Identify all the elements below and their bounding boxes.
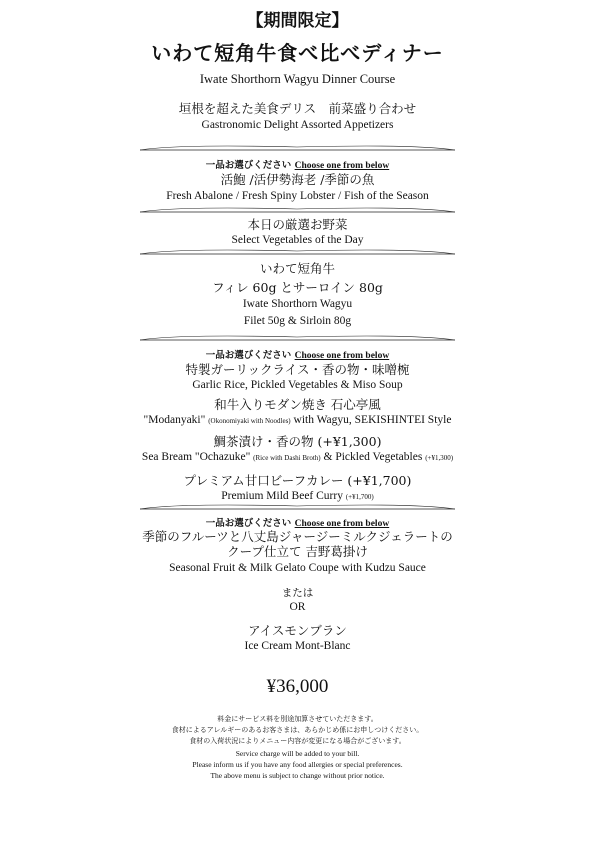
wagyu-jp: いわて短角牛	[259, 261, 335, 276]
beef-curry-en	[0, 490, 595, 503]
course-price: ¥36,000	[266, 676, 329, 697]
choose-one-jp: 一品お選びください	[205, 160, 292, 171]
seafood-jp: 活鮑 /活伊勢海老 /季節の魚	[220, 172, 375, 187]
seafood-en: Fresh Abalone / Fresh Spiny Lobster / Fish of the Season	[166, 190, 429, 202]
mont-blanc-en: Ice Cream Mont-Blanc	[244, 640, 351, 652]
note-menu-change-jp: 食材の入荷状況によりメニュー内容が変更になる場合がございます。	[189, 737, 406, 745]
choose-one-en: Choose one from below	[294, 351, 390, 361]
choose-one-jp: 一品お選びください	[205, 350, 292, 361]
modanyaki-name: "Modanyaki"	[143, 414, 206, 426]
garlic-rice-jp: 特製ガーリックライス・香の物・味噌椀	[185, 362, 410, 377]
modanyaki-en	[0, 414, 595, 427]
note-service-charge-en: Service charge will be added to your bill.	[235, 749, 360, 758]
ochazuke-name: Sea Bream "Ochazuke"	[141, 451, 251, 463]
menu-title-jp: いわて短角牛食べ比べディナー	[151, 41, 444, 65]
appetizer-jp: 垣根を超えた美食デリス 前菜盛り合わせ	[178, 101, 417, 116]
or-en: OR	[289, 601, 306, 613]
choose-one-prompt	[0, 515, 595, 529]
fruit-gelato-jp: 季節のフルーツと八丈島ジャージーミルクジェラートの	[142, 529, 453, 544]
ornamental-divider	[140, 334, 455, 346]
beef-curry-jp: プレミアム甘口ビーフカレー (+¥1,700)	[183, 473, 412, 488]
ochazuke-surcharge: (+¥1,300)	[425, 454, 454, 462]
mont-blanc-jp: アイスモンブラン	[248, 623, 347, 638]
wagyu-en: Iwate Shorthorn Wagyu	[242, 298, 353, 310]
modanyaki-style: with Wagyu, SEKISHINTEI Style	[293, 414, 452, 426]
choose-one-jp: 一品お選びください	[205, 518, 292, 529]
note-allergy-jp: 食材によるアレルギーのあるお客さまは、あらかじめ係にお申しつけください。	[171, 726, 424, 734]
ornamental-divider	[140, 248, 455, 260]
fruit-gelato-en: Seasonal Fruit & Milk Gelato Coupe with Kudzu Sauce	[169, 562, 426, 574]
fruit-gelato-jp-2: クープ仕立て 吉野葛掛け	[227, 544, 368, 559]
modanyaki-jp: 和牛入りモダン焼き 石心亭風	[214, 397, 381, 412]
limited-time-label: 【期間限定】	[246, 11, 349, 31]
ornamental-divider	[140, 503, 455, 515]
choose-one-prompt	[0, 347, 595, 361]
menu-title-en: Iwate Shorthorn Wagyu Dinner Course	[199, 72, 396, 86]
note-allergy-en: Please inform us if you have any food allergies or special preferences.	[192, 760, 403, 769]
vegetables-jp: 本日の厳選お野菜	[247, 217, 348, 232]
garlic-rice-en: Garlic Rice, Pickled Vegetables & Miso Soup	[192, 379, 403, 391]
modanyaki-note: (Okonomiyaki with Noodles)	[208, 417, 291, 425]
ochazuke-note: (Rice with Dashi Broth)	[253, 454, 321, 462]
choose-one-en: Choose one from below	[294, 519, 390, 529]
wagyu-cuts-en: Filet 50g & Sirloin 80g	[243, 315, 352, 327]
ochazuke-jp: 鯛茶漬け・香の物 (+¥1,300)	[213, 434, 382, 449]
beef-curry-surcharge: (+¥1,700)	[345, 493, 374, 501]
choose-one-en: Choose one from below	[294, 161, 390, 171]
vegetables-en: Select Vegetables of the Day	[231, 234, 364, 246]
ornamental-divider	[140, 144, 455, 156]
ochazuke-sides: & Pickled Vegetables	[323, 451, 423, 463]
ochazuke-en	[0, 451, 595, 464]
choose-one-prompt	[0, 157, 595, 171]
wagyu-cuts-jp: フィレ 60g とサーロイン 80g	[212, 280, 383, 295]
or-jp: または	[281, 587, 314, 599]
note-menu-change-en: The above menu is subject to change without prior notice.	[210, 771, 385, 780]
appetizer-en: Gastronomic Delight Assorted Appetizers	[201, 119, 394, 131]
note-service-charge-jp: 料金にサービス料を別途加算させていただきます。	[217, 715, 378, 723]
beef-curry-name: Premium Mild Beef Curry	[221, 490, 343, 502]
